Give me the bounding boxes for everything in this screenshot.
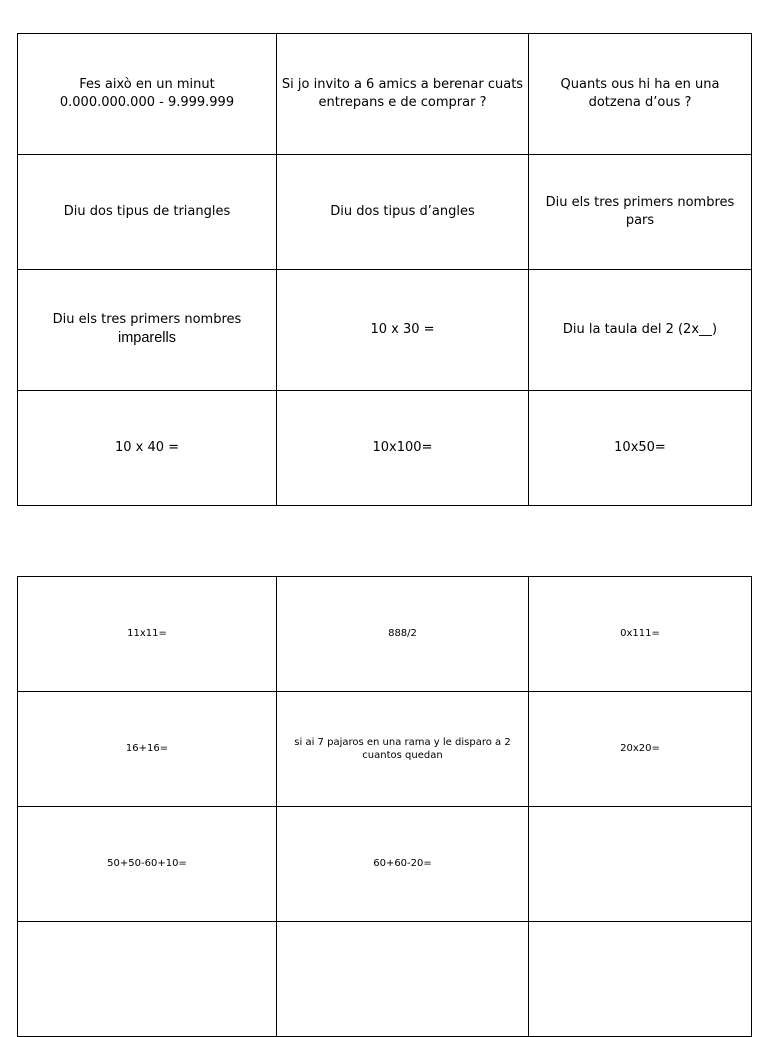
- card-text: si ai 7 pajaros en una rama y le disparo a 2 cuantos quedan: [294, 736, 511, 761]
- card-cell: [18, 692, 277, 807]
- card-cell: [529, 34, 752, 155]
- card-cell: [277, 270, 529, 391]
- card-text: 10x100=: [372, 440, 433, 456]
- card-text: 20x20=: [620, 743, 660, 755]
- card-text: imparells: [117, 329, 176, 346]
- table-row: [18, 391, 752, 506]
- card-text: 10 x 30 =: [370, 322, 435, 338]
- card-cell: [529, 270, 752, 391]
- card-cell: [18, 577, 277, 692]
- card-cell: [529, 922, 752, 1037]
- card-text: Si jo invito a 6 amics a berenar cuats entrepans e de comprar ?: [281, 77, 524, 110]
- card-cell: [529, 577, 752, 692]
- card-cell: [529, 807, 752, 922]
- card-cell: [18, 270, 277, 391]
- card-text: Diu la taula del 2 (2x__): [562, 322, 718, 338]
- card-cell: [277, 922, 529, 1037]
- card-cell: [277, 155, 529, 270]
- card-table-1: [17, 33, 752, 506]
- card-text: Diu dos tipus de triangles: [63, 204, 231, 220]
- card-text: 0x111=: [620, 628, 660, 640]
- card-text: Quants ous hi ha en una dotzena d’ous ?: [560, 77, 720, 110]
- card-cell: [277, 692, 529, 807]
- card-cell: [529, 155, 752, 270]
- card-text: 10x50=: [614, 440, 666, 456]
- card-text: Diu dos tipus d’angles: [330, 204, 475, 220]
- card-text: 50+50-60+10=: [107, 858, 187, 870]
- card-table-2: [17, 576, 752, 1037]
- table-row: [18, 922, 752, 1037]
- table-row: [18, 34, 752, 155]
- card-cell: [277, 34, 529, 155]
- card-text: 888/2: [388, 628, 417, 640]
- card-text: 16+16=: [125, 743, 169, 755]
- card-cell: [529, 692, 752, 807]
- table-row: [18, 577, 752, 692]
- card-text: Fes això en un minut 0.000.000.000 - 9.999.999: [59, 77, 235, 110]
- card-text: 60+60-20=: [373, 858, 432, 870]
- card-cell: [529, 391, 752, 506]
- card-text: 11x11=: [127, 628, 167, 640]
- card-cell: [18, 807, 277, 922]
- card-cell: [277, 807, 529, 922]
- card-cell: [18, 922, 277, 1037]
- table-row: [18, 270, 752, 391]
- card-text: Diu els tres primers nombres pars: [545, 195, 735, 228]
- card-cell: [18, 391, 277, 506]
- card-cell: [277, 391, 529, 506]
- card-cell: [18, 34, 277, 155]
- table-row: [18, 807, 752, 922]
- card-text: 10 x 40 =: [114, 440, 180, 456]
- card-text: Diu els tres primers nombres: [52, 312, 242, 328]
- table-row: [18, 692, 752, 807]
- table-row: [18, 155, 752, 270]
- card-cell: [277, 577, 529, 692]
- card-cell: [18, 155, 277, 270]
